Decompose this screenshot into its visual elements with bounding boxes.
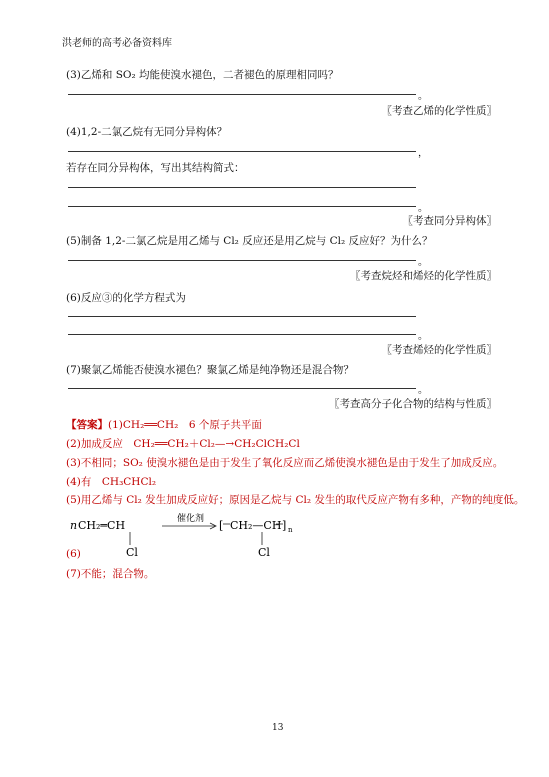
- catalyst-label: 催化剂: [177, 514, 205, 524]
- product-formula: CH₂—CH: [230, 519, 282, 532]
- answer-line: [68, 316, 416, 317]
- page-header: 洪老师的高考必备资料库: [62, 38, 172, 49]
- answer-6: (6): [66, 548, 81, 560]
- topic-tag: 〖考查同分异构体〗: [402, 215, 497, 227]
- reactant-cl: Cl: [126, 546, 138, 559]
- page-number: 13: [272, 723, 284, 733]
- bracket-right: ]: [282, 519, 287, 532]
- answer-line: [68, 94, 416, 95]
- topic-tag: 〖考查乙烯的化学性质〗: [381, 105, 497, 117]
- topic-tag: 〖考查烷烃和烯烃的化学性质〗: [350, 270, 497, 282]
- answer-line: [68, 334, 416, 335]
- answer-1: 【答案】(1)CH₂══CH₂ 6 个原子共平面: [66, 419, 262, 431]
- question-7: (7)聚氯乙烯能否使溴水褪色？聚氯乙烯是纯净物还是混合物？: [66, 364, 354, 376]
- answer-line: [68, 388, 416, 389]
- product-cl: Cl: [258, 546, 270, 559]
- reactant-formula: CH₂═CH: [78, 519, 126, 532]
- topic-tag: 〖考查烯烃的化学性质〗: [381, 344, 497, 356]
- question-4-sub: 若存在同分异构体，写出其结构简式：: [66, 162, 245, 174]
- answer-2: (2)加成反应 CH₂══CH₂＋Cl₂—→CH₂ClCH₂Cl: [66, 438, 300, 450]
- subscript-n: n: [288, 526, 293, 534]
- answer-line: [68, 206, 416, 207]
- question-4: (4)1,2-二氯乙烷有无同分异构体？: [66, 126, 228, 138]
- topic-tag: 〖考查高分子化合物的结构与性质〗: [329, 398, 497, 410]
- answer-7: (7)不能；混合物。: [66, 568, 155, 580]
- polymerization-equation: [70, 512, 310, 560]
- answer-line: [68, 151, 416, 152]
- answer-line: [68, 260, 416, 261]
- question-3: (3)乙烯和 SO₂ 均能使溴水褪色，二者褪色的原理相同吗？: [66, 69, 339, 81]
- question-6: (6)反应③的化学方程式为: [66, 292, 186, 304]
- answer-4: (4)有 CH₃CHCl₂: [66, 476, 157, 488]
- bracket-left: [: [219, 519, 224, 532]
- answer-3: (3)不相同；SO₂ 使溴水褪色是由于发生了氧化反应而乙烯使溴水褪色是由于发生了加成反应。: [66, 457, 504, 469]
- question-5: (5)制备 1,2-二氯乙烷是用乙烯与 Cl₂ 反应还是用乙烷与 Cl₂ 反应好？为什么？: [66, 235, 433, 247]
- answer-line: [68, 187, 416, 188]
- coefficient-n: n: [70, 519, 78, 532]
- answer-5: (5)用乙烯与 Cl₂ 发生加成反应好；原因是乙烷与 Cl₂ 发生的取代反应产物有多种，产物的纯度低。: [66, 494, 525, 506]
